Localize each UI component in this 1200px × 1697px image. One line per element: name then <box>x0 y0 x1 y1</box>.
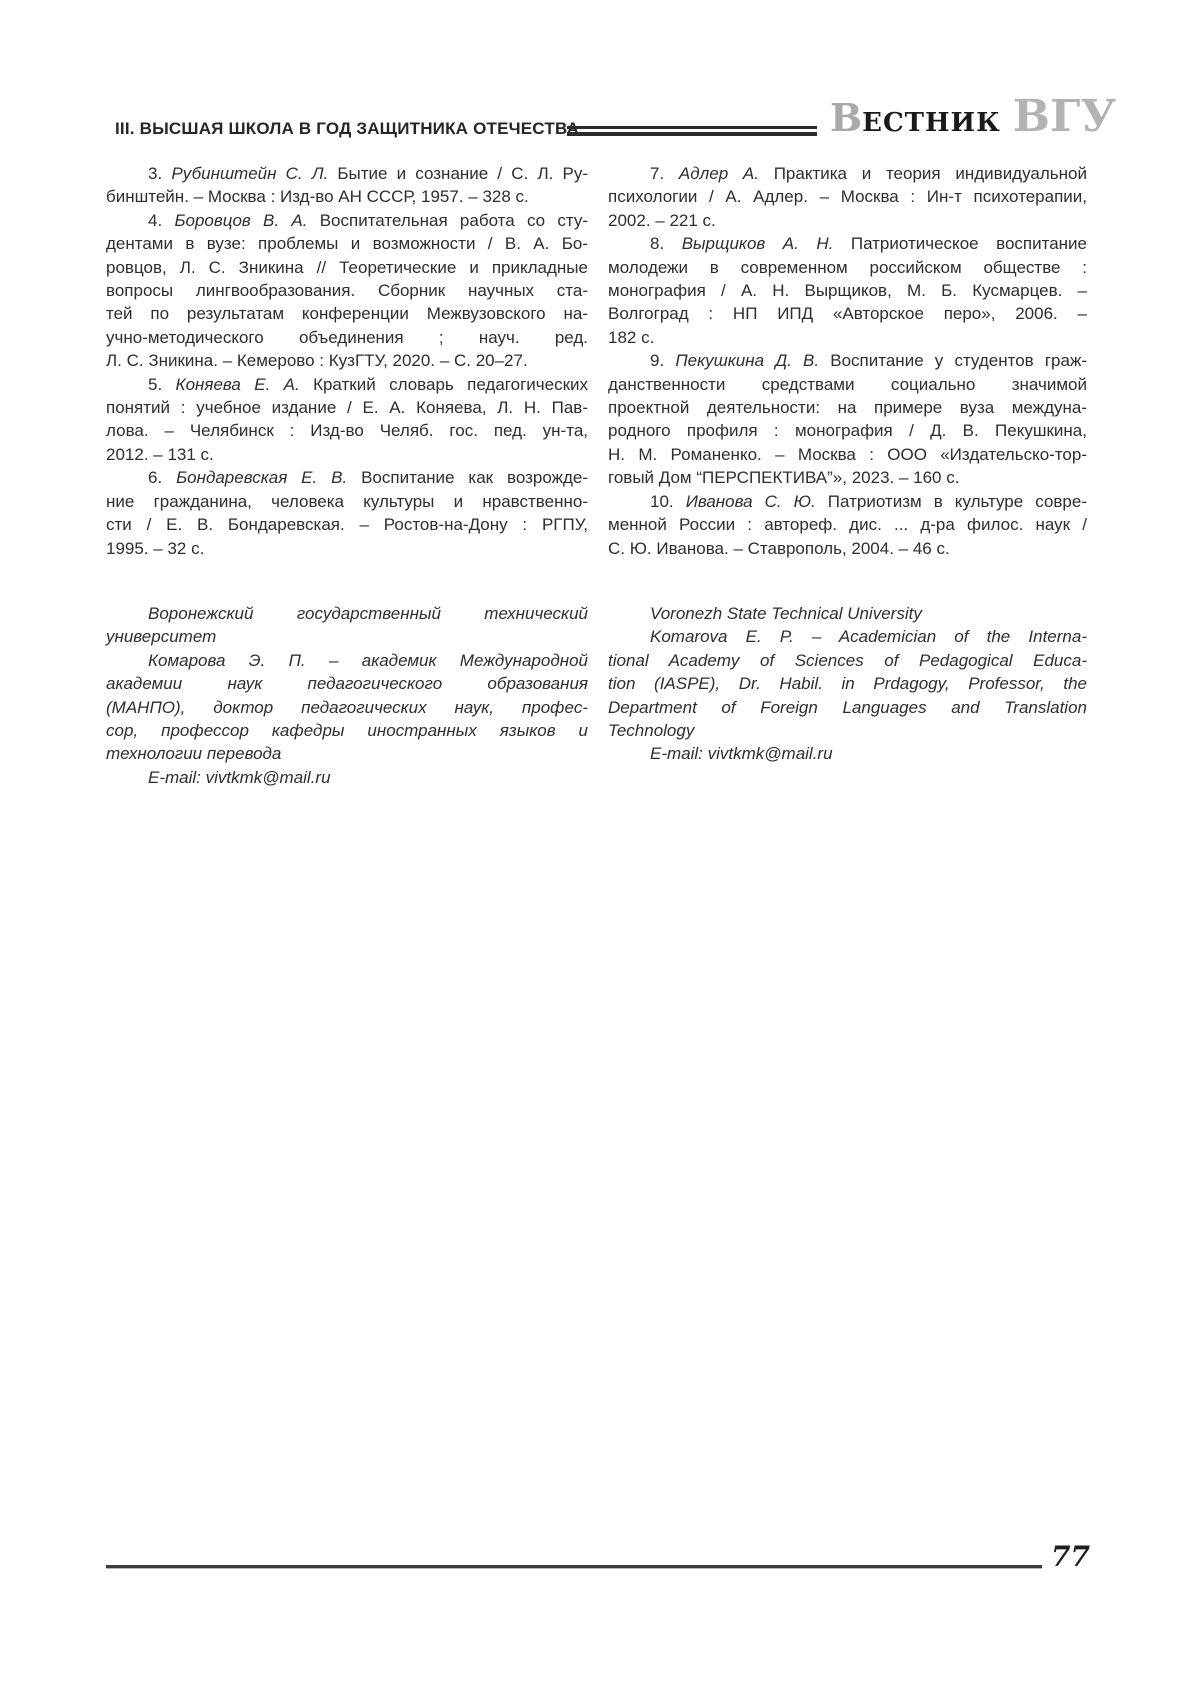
text-line: Н. М. Романенко. – Москва : ООО «Издательско-тор- <box>608 444 1087 464</box>
text-line: E-mail: vivtkmk@mail.ru <box>148 767 331 787</box>
text-line: бинштейн. – Москва : Изд-во АН СССР, 1957. – 328 с. <box>106 187 529 207</box>
references-column-right <box>608 162 1087 560</box>
references-column-left <box>106 162 588 560</box>
paragraph <box>608 349 1087 489</box>
text-line: понятий : учебное издание / Е. А. Коняева, Л. Н. Пав- <box>106 398 588 418</box>
paragraph <box>106 373 588 467</box>
text-line: 4. Боровцов В. А. Воспитательная работа со сту- <box>148 210 589 230</box>
text-line: лова. – Челябинск : Изд-во Челяб. гос. пед. ун-та, <box>106 421 588 441</box>
text-line: технологии перевода <box>106 744 282 764</box>
text-line: Воронежский государственный технический <box>148 604 588 623</box>
text-line: 6. Бондаревская Е. В. Воспитание как возрожде- <box>148 468 588 488</box>
text-line: 3. Рубинштейн С. Л. Бытие и сознание / С. Л. Ру- <box>148 164 589 183</box>
text-line: данственности средствами социально значимой <box>608 374 1087 394</box>
text-line: учно-методического объединения ; науч. ред. <box>106 327 588 347</box>
text-line: (МАНПО), доктор педагогических наук, профес- <box>106 697 588 717</box>
text-line: 7. Адлер А. Практика и теория индивидуальной <box>650 164 1087 183</box>
text-line: молодежи в современном российском обществе : <box>608 257 1087 277</box>
text-line: сор, профессор кафедры иностранных языков и <box>106 721 588 741</box>
paragraph <box>608 490 1087 560</box>
logo-name: ЕСТНИК <box>862 108 1001 138</box>
text-line: вопросы лингвообразования. Сборник научных ста- <box>106 281 588 301</box>
text-line: tion (IASPE), Dr. Habil. in Prdagogy, Professor, the <box>608 674 1087 694</box>
text-line: 2002. – 221 с. <box>608 210 716 230</box>
logo-org: ВГУ <box>1012 91 1117 142</box>
text-line: Department of Foreign Languages and Translation <box>608 697 1087 717</box>
text-line: 8. Вырщиков А. Н. Патриотическое воспитание <box>650 234 1087 254</box>
text-line: С. Ю. Иванова. – Ставрополь, 2004. – 46 с. <box>608 538 950 558</box>
text-line: Л. С. Зникина. – Кемерово : КузГТУ, 2020. – С. 20–27. <box>106 351 528 371</box>
paragraph <box>106 602 588 789</box>
paragraph <box>106 162 588 209</box>
paragraph <box>608 162 1087 232</box>
logo-initial: В <box>830 95 863 140</box>
text-line: Волгоград : НП ИПД «Авторское перо», 2006. – <box>608 304 1087 324</box>
text-line: говый Дом “ПЕРСПЕКТИВА”», 2023. – 160 с. <box>608 468 960 488</box>
footer-rule <box>106 1565 1042 1569</box>
text-line: 10. Иванова С. Ю. Патриотизм в культуре совре- <box>650 491 1088 511</box>
text-line: Комарова Э. П. – академик Международной <box>148 650 588 670</box>
text-line: Komarova E. P. – Academician of the Interna- <box>650 627 1087 647</box>
text-line: 182 с. <box>608 327 655 347</box>
text-line: ровцов, Л. С. Зникина // Теоретические и прикладные <box>106 257 588 277</box>
text-line: проектной деятельности: на примере вуза междуна- <box>608 398 1087 418</box>
paragraph <box>608 232 1087 349</box>
text-line: дентами в вузе: проблемы и возможности / В. А. Бо- <box>106 234 588 254</box>
text-line: менной России : автореф. дис. ... д-ра филос. наук / <box>608 515 1087 535</box>
journal-logo <box>830 91 1117 146</box>
text-line: психологии / А. Адлер. – Москва : Ин-т психотерапии, <box>608 187 1087 207</box>
paragraph <box>106 466 588 560</box>
text-line: 9. Пекушкина Д. В. Воспитание у студентов граж- <box>650 351 1087 371</box>
text-line: ние гражданина, человека культуры и нравственно- <box>106 491 588 511</box>
text-line: 5. Коняева Е. А. Краткий словарь педагогических <box>148 374 589 394</box>
paragraph <box>106 209 588 373</box>
header-rule <box>567 126 817 136</box>
text-line: родного профиля : монография / Д. В. Пекушкина, <box>608 421 1087 441</box>
running-head: III. ВЫСШАЯ ШКОЛА В ГОД ЗАЩИТНИКА ОТЕЧЕСТВА <box>115 119 580 138</box>
text-line: сти / Е. В. Бондаревская. – Ростов-на-Дону : РГПУ, <box>106 515 588 535</box>
affiliation-russian <box>106 602 588 789</box>
text-line: академии наук педагогического образования <box>106 674 588 694</box>
text-line: tional Academy of Sciences of Pedagogical Educa- <box>608 650 1087 670</box>
text-line: 1995. – 32 с. <box>106 538 205 558</box>
text-line: Voronezh State Technical University <box>650 604 922 623</box>
text-line: монография / А. Н. Вырщиков, М. Б. Кусмарцев. – <box>608 281 1087 301</box>
text-line: 2012. – 131 с. <box>106 444 214 464</box>
page-number: 77 <box>1051 1540 1090 1573</box>
text-line: университет <box>106 627 217 647</box>
paragraph <box>608 602 1087 766</box>
affiliation-english <box>608 602 1087 766</box>
text-line: тей по результатам конференции Межвузовского на- <box>106 304 588 324</box>
text-line: E-mail: vivtkmk@mail.ru <box>650 744 833 764</box>
text-line: Technology <box>608 721 695 741</box>
